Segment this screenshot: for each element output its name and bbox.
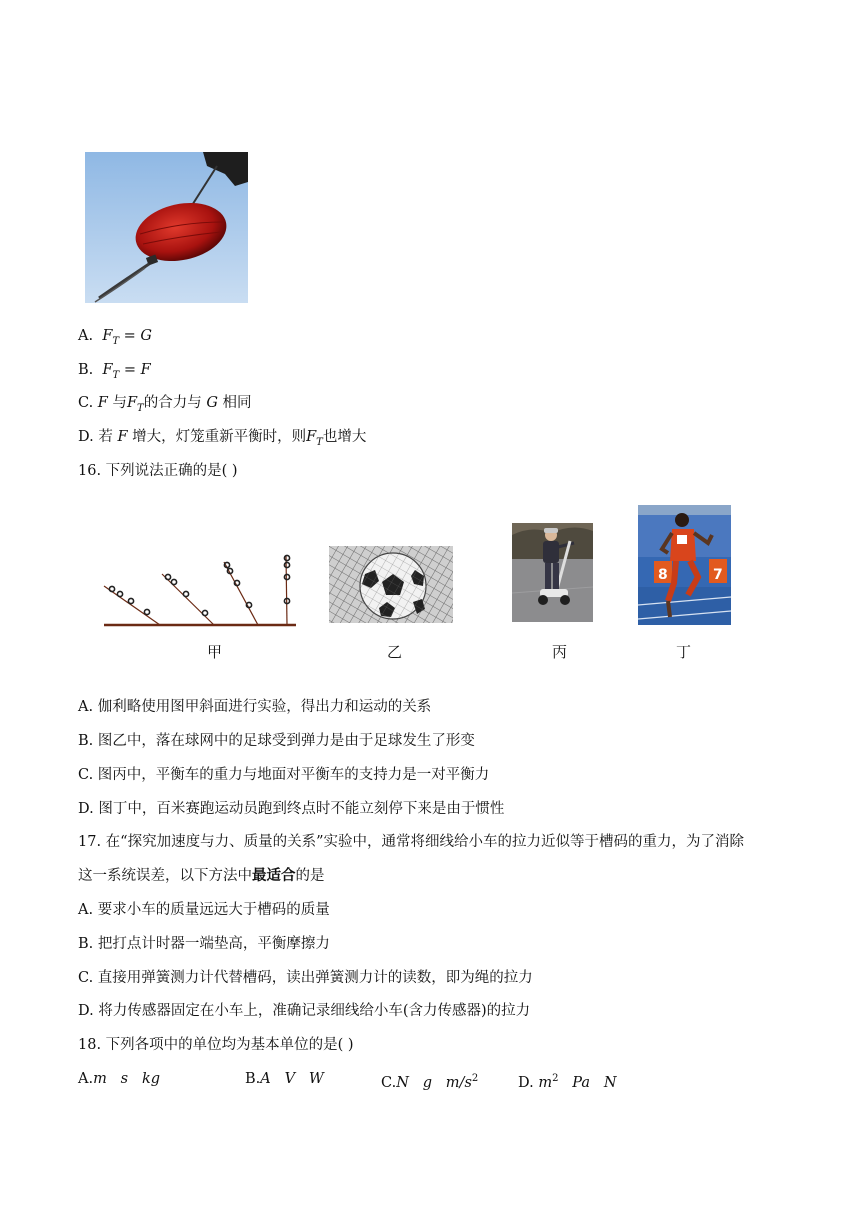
caption-bing: 丙 <box>552 643 568 661</box>
q15-option-c: C. F 与$F_T$的合力与 G 相同 <box>78 395 252 414</box>
option-text: 与 <box>112 395 127 411</box>
q16-stem: 16. 下列说法正确的是( ) <box>78 463 238 479</box>
q18-option-a <box>78 1069 160 1089</box>
option-label: A. <box>78 328 94 344</box>
formula: $F_T = G$ <box>102 328 153 347</box>
q18-stem: 18. 下列各项中的单位均为基本单位的是( ) <box>78 1037 354 1053</box>
units: A V W <box>260 1071 324 1087</box>
caption-ding: 丁 <box>676 643 692 661</box>
q17-option-d: D. 将力传感器固定在小车上，准确记录细线给小车(含力传感器)的拉力 <box>78 1003 531 1019</box>
option-label: A. <box>78 1071 94 1087</box>
q18-option-c: C.N g $m/s^2$ <box>381 1073 479 1091</box>
q16-option-a: A. 伽利略使用图甲斜面进行实验，得出力和运动的关系 <box>78 699 432 715</box>
q15-option-b <box>78 360 151 386</box>
caption-yi: 乙 <box>387 643 403 661</box>
formula: $F_T = F$ <box>102 362 151 381</box>
bib-number-7: 7 <box>713 567 723 583</box>
q18-option-b <box>245 1069 324 1089</box>
units: m s kg <box>93 1071 161 1087</box>
units: N g m/s <box>396 1074 472 1091</box>
option-label: B. <box>245 1071 261 1087</box>
stem-text: 的是 <box>295 868 325 884</box>
balance-scooter-photo <box>512 523 593 622</box>
q17-stem-line1: 17. 在“探究加速度与力、质量的关系”实验中，通常将细线给小车的拉力近似等于槽码的重力，为了消除 <box>78 834 744 850</box>
units: Pa N <box>572 1074 617 1091</box>
formula: G <box>206 395 218 411</box>
q18-option-d: D. $m^2$ Pa N <box>518 1073 617 1091</box>
option-label: D. <box>78 429 94 445</box>
q16-option-c: C. 图丙中，平衡车的重力与地面对平衡车的支持力是一对平衡力 <box>78 767 490 783</box>
formula: F <box>97 395 108 411</box>
q17-option-b: B. 把打点计时器一端垫高，平衡摩擦力 <box>78 936 330 952</box>
q17-option-c: C. 直接用弹簧测力计代替槽码，读出弹簧测力计的读数，即为绳的拉力 <box>78 970 533 986</box>
option-label: C. <box>381 1074 397 1091</box>
option-label: B. <box>78 362 94 378</box>
units: m <box>538 1074 553 1091</box>
q16-option-b: B. 图乙中，落在球网中的足球受到弹力是由于足球发生了形变 <box>78 733 475 749</box>
option-text: 若 <box>98 429 113 445</box>
emphasis-text: 最适合 <box>252 867 296 884</box>
q15-option-d: D. 若 F 增大，灯笼重新平衡时，则$F_T$也增大 <box>78 429 367 448</box>
caption-jia: 甲 <box>207 643 223 661</box>
incline-diagram <box>100 550 300 630</box>
option-text: 相同 <box>222 395 252 411</box>
q17-option-a: A. 要求小车的质量远远大于槽码的质量 <box>78 902 330 918</box>
option-text: 的合力与 <box>143 395 202 411</box>
formula: F <box>306 429 317 445</box>
stem-text: 这一系统误差，以下方法中 <box>78 868 252 884</box>
q17-stem-line2 <box>78 866 325 886</box>
bib-number-8: 8 <box>658 567 668 583</box>
option-label: D. <box>518 1074 534 1091</box>
football-photo <box>329 546 453 623</box>
lantern-photo <box>85 152 248 303</box>
option-label: C. <box>78 395 94 411</box>
q16-option-d: D. 图丁中，百米赛跑运动员跑到终点时不能立刻停下来是由于惯性 <box>78 801 505 817</box>
option-text: 增大，灯笼重新平衡时，则 <box>132 429 307 445</box>
sprinter-photo <box>638 505 731 625</box>
formula: F <box>126 395 138 411</box>
q15-option-a <box>78 326 152 352</box>
option-text: 也增大 <box>322 429 367 445</box>
formula: F <box>117 429 128 445</box>
